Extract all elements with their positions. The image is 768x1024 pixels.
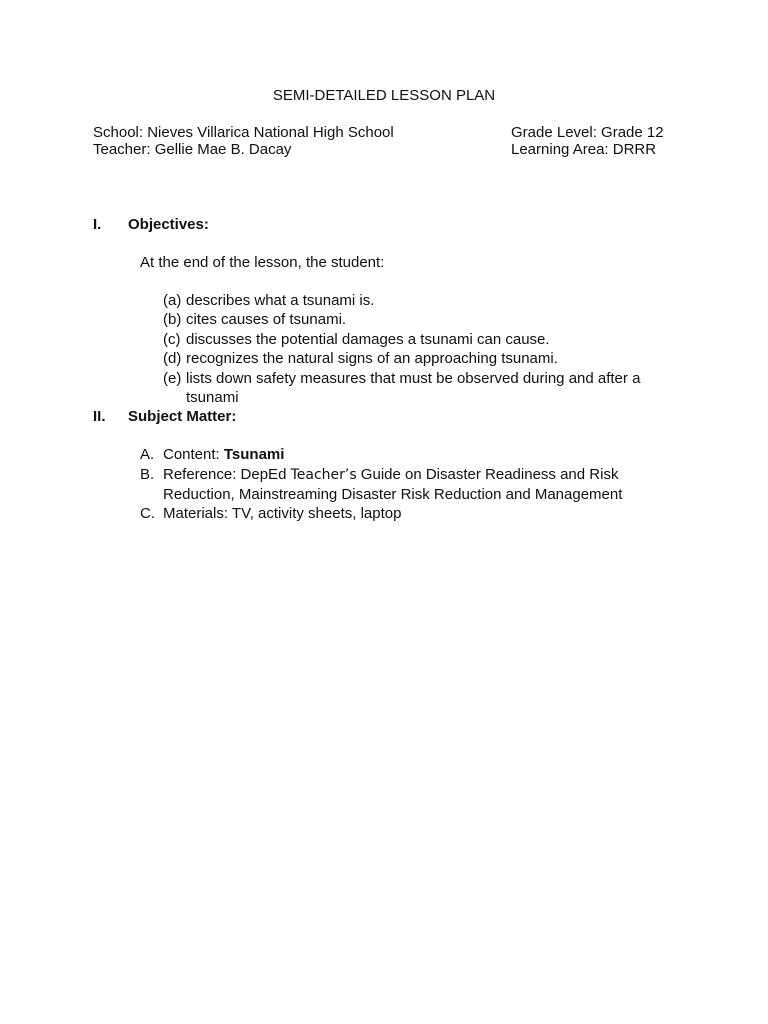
learning-area-field: Learning Area: DRRR (511, 141, 657, 158)
objective-text-e-continuation: tsunami (186, 389, 239, 406)
subject-label-c: C. (140, 505, 155, 522)
content-prefix: Content: (163, 446, 224, 463)
subject-item-b (163, 465, 618, 485)
subject-item-b-continuation: Reduction, Mainstreaming Disaster Risk Reduction and Management (163, 486, 623, 503)
objective-text-c: discusses the potential damages a tsunami can cause. (186, 331, 550, 348)
objective-label-b: (b) (163, 311, 182, 328)
section-1-number: I. (93, 216, 102, 233)
objective-label-e: (e) (163, 370, 182, 387)
objective-label-c: (c) (163, 331, 181, 348)
subject-label-b: B. (140, 466, 155, 483)
reference-teachers: Teacher’s (290, 467, 357, 483)
section-2-title: Subject Matter: (128, 408, 237, 425)
subject-item-c: Materials: TV, activity sheets, laptop (163, 505, 402, 522)
teacher-field: Teacher: Gellie Mae B. Dacay (93, 141, 292, 158)
objectives-intro: At the end of the lesson, the student: (140, 254, 385, 271)
objective-text-d: recognizes the natural signs of an approaching tsunami. (186, 350, 558, 367)
section-1-title: Objectives: (128, 216, 209, 233)
grade-level-field: Grade Level: Grade 12 (511, 124, 664, 141)
subject-label-a: A. (140, 446, 155, 463)
document-title: SEMI-DETAILED LESSON PLAN (272, 87, 496, 104)
section-2-number: II. (93, 408, 106, 425)
objective-label-d: (d) (163, 350, 182, 367)
objective-text-b: cites causes of tsunami. (186, 311, 347, 328)
reference-text: Guide on Disaster Readiness and Risk (356, 466, 619, 483)
school-field: School: Nieves Villarica National High School (93, 124, 394, 141)
objective-text-a: describes what a tsunami is. (186, 292, 375, 309)
subject-item-a (163, 445, 284, 464)
content-topic: Tsunami (223, 446, 285, 463)
reference-prefix: Reference: DepEd (163, 466, 291, 483)
objective-text-e: lists down safety measures that must be observed during and after a (186, 370, 641, 387)
objective-label-a: (a) (163, 292, 182, 309)
